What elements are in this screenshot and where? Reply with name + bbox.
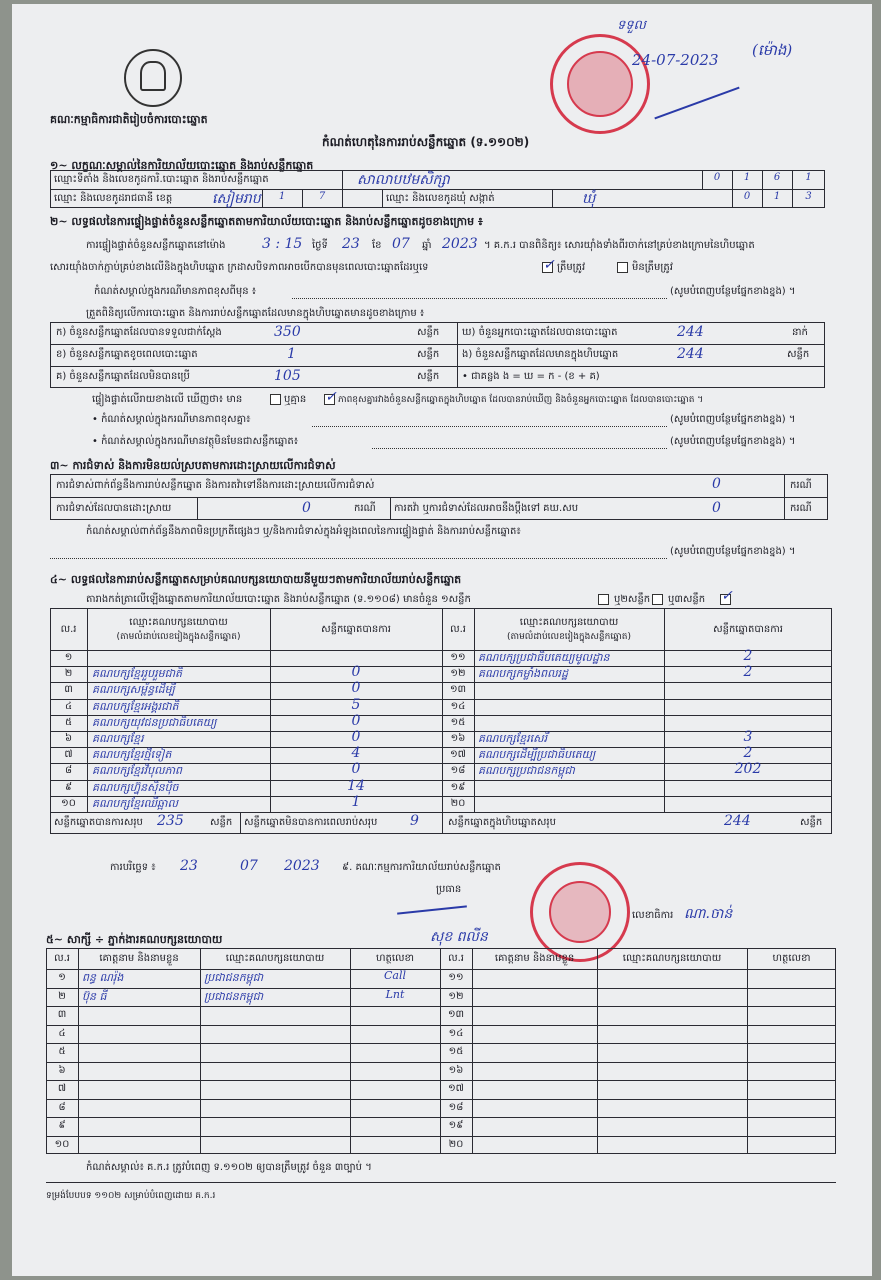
party-votes: 0 (351, 729, 361, 745)
done-day: 23 (180, 858, 198, 874)
row-number: ៤ (64, 700, 73, 712)
row-number: ១ (64, 652, 73, 663)
row-number: ១៨ (450, 765, 466, 777)
party-name: គណបក្សប្រជាជនកម្ពុជា (478, 764, 575, 778)
party-votes: 4 (351, 745, 361, 762)
count-b-value: 1 (287, 346, 296, 362)
objection-count: 0 (712, 476, 721, 492)
section2-title: ២~ លទ្ធផលនៃការផ្ទៀងផ្ទាត់ចំនួនសន្លឹកឆ្នោតតាមការិយាល័យបោះឆ្នោត និងរាប់សន្លឹកឆ្នោតដូចខាងក្រោម ៖ (50, 215, 483, 228)
col-sign-header: ហត្ថលេខា (772, 953, 811, 964)
witness-name: ប៊ុន ធី (82, 989, 107, 1003)
row-number: ៣ (57, 1009, 67, 1020)
fill-hint: (សូមបំពេញបន្ថែមផ្នែកខាងខ្នង) ។ (670, 286, 796, 297)
lock-text: សោរយ៉ាំងចាក់ភ្ជាប់គ្រប់ខាងលើនិងក្នុងហិបឆ្នោត ក្រដាសបិទភាពអាចបើកបានមុនពេលបោះឆ្នោតដែរឬទេ (50, 262, 429, 273)
done-month: 07 (240, 858, 258, 874)
row-number: ៦ (58, 1064, 66, 1076)
verify-time-label: ការផ្ទៀងផ្ទាត់ចំនួនសន្លឹកឆ្នោតនៅម៉ោង (86, 240, 226, 251)
count-b-label: ខ) ចំនួនសន្លឹកឆ្នោតខូចពេលបោះឆ្នោត (56, 349, 198, 360)
verify-day: 23 (342, 236, 360, 252)
row-number: ១១ (448, 972, 464, 983)
party-votes: 2 (743, 745, 753, 762)
province-name: សៀមរាប (212, 191, 261, 207)
party-name: គណបក្សខ្មែរ (92, 732, 144, 745)
secretary-name: ណា.ចាន់ (684, 906, 733, 922)
row-number: ១៦ (448, 1064, 464, 1076)
count-d-unit: នាក់ (792, 327, 808, 338)
row-number: ៨ (64, 765, 73, 777)
count-a-unit: សន្លឹក (417, 327, 440, 338)
verify-month: 07 (392, 236, 410, 252)
count-b-unit: សន្លឹក (417, 349, 440, 360)
section4-title: ៤~ លទ្ធផលនៃការរាប់សន្លឹកឆ្នោតសម្រាប់គណបក្សនយោបាយនីមួយៗតាមការិយាល័យរាប់សន្លឹកឆ្នោត (50, 573, 462, 586)
section3-title: ៣~ ការជំទាស់ និងការមិនយល់ស្របតាមការដោះស្រាយលើការជំទាស់ (50, 459, 336, 472)
verify-year: 2023 (442, 236, 478, 252)
complaint-label: ការតវ៉ា ឬការជំទាស់ដែលអាចនឹងប្តឹងទៅ គឃ.សប (394, 503, 579, 514)
count-c-unit: សន្លឹក (417, 371, 440, 382)
row-number: ១០ (61, 797, 76, 809)
seal-bad-label: មិនត្រឹមត្រូវ (632, 262, 673, 273)
resolved-label: ការជំទាស់ដែលបានដោះស្រាយ (56, 503, 172, 514)
province-label: ឈ្មោះ និងលេខកូដរាជធានី ខេត្ត (54, 193, 173, 204)
row-number: ១៧ (450, 749, 466, 761)
seal-bad-checkbox[interactable] (617, 262, 628, 273)
col-name-header: គោត្តនាម និងនាមខ្លួន (494, 953, 575, 964)
party-name: គណបក្សខ្មែរអង្គរជាតិ (92, 699, 179, 713)
commune-name: ឃុំ (582, 191, 596, 207)
row-number: ៦ (64, 733, 73, 744)
station-code-digit: 0 (713, 172, 721, 183)
formula: • ជាគន្លង ង = ឃ = ក - (ខ + គ) (462, 371, 600, 382)
party-name: គណបក្សសម្ព័ន្ធដើម្បី (92, 683, 175, 697)
received-date: 24-07-2023 (632, 51, 719, 69)
resolved-count: 0 (302, 500, 311, 516)
valid-total: 235 (157, 813, 184, 829)
count-d-label: ឃ) ចំនួនអ្នកបោះឆ្នោតដែលបានបោះឆ្នោត (462, 327, 618, 338)
commune-code-digit: 3 (805, 191, 812, 202)
day-label: ថ្ងៃទី (312, 240, 328, 251)
row-number: ១២ (450, 668, 466, 680)
col-party-header: ឈ្មោះគណបក្សនយោបាយ (225, 953, 325, 964)
party-name: គណបក្សដើម្បីប្រជាធិបតេយ្យ (478, 748, 596, 762)
footer-note: កំណត់សម្គាល់៖ គ.ក.រ ត្រូវបំពេញ ទ.១១០២ ឲ្យបានត្រឹមត្រូវ ចំនួន ៣ច្បាប់ ។ (86, 1162, 372, 1173)
party-name: គណបក្សហ្វ៊ុនស៊ិនប៉ិច (92, 780, 179, 794)
party-name: គណបក្សកម្លាំងពលរដ្ឋ (478, 667, 569, 681)
party-votes: 2 (743, 648, 753, 664)
witness-party: ប្រជាជនកម្ពុជា (204, 971, 264, 984)
party-votes: 0 (351, 761, 361, 778)
row-number: ២ (64, 668, 73, 680)
done-committee: ៩. គណៈកម្មការការិយាល័យរាប់សន្លឹកឆ្នោត (342, 862, 501, 873)
committee-seal (530, 862, 630, 962)
party-name: គណបក្សប្រជាធិបតេយ្យមូលដ្ឋាន (478, 651, 610, 664)
witness-party: ប្រជាជនកម្ពុជា (204, 989, 264, 1003)
chair-label: ប្រធាន (436, 884, 462, 895)
verify-text: ។ គ.ក.រ បានពិនិត្យ៖ សោរយ៉ាំងទាំងពីរចាក់នៅគ្រប់ខាងក្រោមនៃហិបឆ្នោត (484, 240, 755, 251)
pages-2-checkbox[interactable] (652, 594, 663, 605)
party-votes: 0 (351, 664, 361, 681)
bullet-diff-note: • កំណត់សម្គាល់ក្នុងករណីមានភាពខុសគ្នា៖ (92, 414, 251, 425)
row-number: ៨ (58, 1101, 66, 1113)
col-votes-header: សន្លឹកឆ្នោតបានការ (321, 624, 391, 635)
chair-name: សុខ ពលីន (430, 929, 488, 945)
commune-code-digit: 0 (743, 191, 751, 202)
col-sign-header: ហត្ថលេខា (375, 953, 415, 964)
checkmark-icon: ✓ (543, 257, 555, 273)
party-votes: 2 (743, 664, 753, 681)
unit-label: សន្លឹក (210, 817, 233, 828)
row-number: ១៣ (447, 1009, 465, 1020)
row-number: ១៤ (450, 700, 466, 712)
verify-rest: ភាពខុសគ្នារវាងចំនួនសន្លឹកឆ្នោតក្នុងហិបឆ្នោត ដែលបានរាប់ឃើញ និងចំនួនអ្នកបោះឆ្នោត ដែលបានបោះឆ្នោត ។ (338, 395, 704, 405)
difference-yes-checkbox[interactable] (270, 394, 281, 405)
col-party-subheader: (តាមលំដាប់លេខរៀងក្នុងសន្លឹកឆ្នោត) (507, 632, 631, 642)
count-a-value: 350 (274, 324, 301, 340)
row-number: ៩ (58, 1120, 66, 1131)
done-year: 2023 (284, 858, 320, 874)
box-total: 244 (724, 813, 751, 829)
row-number: ៤ (58, 1027, 66, 1039)
col-party-header: ឈ្មោះគណបក្សនយោបាយ (129, 617, 228, 628)
witness-signature: Lnt (385, 987, 405, 1001)
unit-label: ករណី (790, 503, 812, 514)
month-label: ខែ (372, 240, 382, 251)
party-name: គណបក្សខ្មែរសេរី (478, 732, 548, 745)
valid-total-label: សន្លឹកឆ្នោតបានការសរុប (54, 817, 143, 828)
count-e-label: ង) ចំនួនសន្លឹកឆ្នោតដែលមានក្នុងហិបឆ្នោត (462, 349, 619, 360)
province-code-digit: 7 (318, 191, 326, 202)
witness-name: ពន្ធ ណរ៉ុង (82, 971, 124, 984)
count-c-label: គ) ចំនួនសន្លឹកឆ្នោតដែលមិនបានប្រើ (56, 371, 190, 382)
station-name-label: ឈ្មោះទីតាំង និងលេខកូដការិ.បោះឆ្នោត និងរាប់សន្លឹកឆ្នោត (54, 174, 269, 185)
pages-line: តារាងកត់ត្រាលើឡើងឆ្នោតតាមការិយាល័យបោះឆ្នោត និងរាប់សន្លឹកឆ្នោត (ទ.១១០៨) មានចំនួន ១សន្លឹក (86, 594, 471, 605)
row-number: ៧ (64, 749, 73, 761)
party-name: គណបក្សយុវជនប្រជាធិបតេយ្យ (92, 715, 217, 729)
col-party-header: ឈ្មោះគណបក្សនយោបាយ (622, 953, 722, 964)
party-votes: 1 (351, 793, 361, 810)
row-number: ១១ (450, 652, 466, 663)
party-votes: 14 (347, 777, 365, 794)
row-number: ២ (58, 990, 66, 1002)
party-votes: 0 (351, 712, 361, 729)
pages-1-checkbox[interactable] (598, 594, 609, 605)
verify-time: 3 : 15 (262, 236, 303, 252)
verify-none-label: ឬគ្មាន (284, 394, 307, 405)
count-c-value: 105 (274, 368, 301, 384)
col-no-header: ល.រ (448, 953, 464, 964)
fill-hint: (សូមបំពេញបន្ថែមផ្នែកខាងខ្នង) ។ (670, 414, 796, 425)
col-no-header: ល.រ (60, 624, 77, 635)
pages-3-label: ឬ៣សន្លឹក (668, 594, 706, 605)
col-no-header: ល.រ (450, 624, 466, 635)
count-a-label: ក) ចំនួនសន្លឹកឆ្នោតដែលបានទទួលជាក់ស្តែង (56, 327, 222, 338)
invalid-total-label: សន្លឹកឆ្នោតមិនបានការពេលរាប់សរុប (244, 817, 378, 828)
row-number: ៧ (57, 1083, 67, 1094)
col-party-header: ឈ្មោះគណបក្សនយោបាយ (519, 617, 619, 628)
row-number: ១៣ (449, 684, 467, 696)
objection-label: ការជំទាស់ពាក់ព័ន្ធនឹងការរាប់សន្លឹកឆ្នោត និងការតវ៉ាទៅនឹងការដោះស្រាយលើការជំទាស់ (56, 480, 375, 491)
verify-line: ផ្ទៀងផ្ទាត់លើរាយខាងលើ ឃើញថា៖ មាន (92, 394, 243, 405)
committee-name: គណៈកម្មាធិការជាតិរៀបចំការបោះឆ្នោត (50, 113, 208, 126)
station-code-digit: 6 (773, 172, 781, 183)
row-number: ១៥ (448, 1046, 464, 1057)
row-number: ១៩ (448, 1120, 464, 1131)
count-d-value: 244 (677, 324, 704, 340)
row-number: ១៧ (448, 1083, 464, 1094)
station-code-digit: 1 (805, 172, 812, 183)
row-number: ១៥ (450, 716, 466, 728)
party-name: គណបក្សខ្មែររួបរួមជាតិ (92, 667, 183, 681)
checkmark-icon: ✓ (721, 588, 733, 604)
form-sheet (12, 4, 872, 1276)
row-number: ១០ (54, 1138, 70, 1150)
row-number: ៣ (64, 684, 73, 696)
bullet-object-note: • កំណត់សម្គាល់ក្នុងករណីមានវត្ថុមិនមែនជាសន្លឹកឆ្នោត៖ (92, 436, 299, 447)
unit-label: ករណី (790, 480, 812, 491)
committee-emblem (124, 49, 182, 107)
year-label: ឆ្នាំ (422, 240, 432, 251)
count-e-value: 244 (677, 346, 704, 362)
row-number: ៩ (64, 781, 73, 793)
party-votes: 5 (351, 696, 361, 713)
form-title: កំណត់ហេតុនៃការរាប់សន្លឹកឆ្នោត (ទ.១១០២) (322, 135, 530, 149)
commune-code-digit: 1 (773, 191, 781, 202)
row-number: ១៦ (450, 733, 466, 744)
unit-label: សន្លឹក (800, 817, 823, 828)
fill-hint: (សូមបំពេញបន្ថែមផ្នែកខាងខ្នង) ។ (670, 546, 796, 557)
seal-ok-label: ត្រឹមត្រូវ (557, 262, 586, 273)
form-reference: ទម្រង់បែបបទ ១១០២ សម្រាប់បំពេញដោយ គ.ក.រ (46, 1191, 216, 1201)
check-label: ត្រួតពិនិត្យលើការបោះឆ្នោត និងការរាប់សន្លឹកឆ្នោតដែលមានក្នុងហិបឆ្នោតមានដូចខាងក្រោម ៖ (86, 308, 425, 319)
checkmark-icon: ✓ (325, 389, 337, 405)
unit-label: ករណី (354, 503, 376, 514)
done-date-label: ការបរិច្ឆេទ ៖ (110, 862, 156, 873)
handwritten-signature (654, 87, 739, 120)
row-number: ៥ (58, 1046, 66, 1057)
party-name: គណបក្សខ្មែរថ្មីទៀត (92, 748, 172, 762)
row-number: ២០ (448, 1138, 464, 1150)
party-votes: 0 (351, 680, 361, 697)
station-code-digit: 1 (743, 172, 751, 183)
box-total-label: សន្លឹកឆ្នោតក្នុងហិបឆ្នោតសរុប (448, 817, 556, 828)
received-time: (ម៉ោង) (752, 41, 793, 59)
received-note: ទទួល (617, 18, 646, 33)
station-name-value: សាលាបឋមសិក្សា (357, 172, 450, 188)
section5-title: ៥~ សាក្សី ÷ ភ្នាក់ងារគណបក្សនយោបាយ (46, 933, 223, 946)
col-name-header: គោត្តនាម និងនាមខ្លួន (99, 953, 179, 964)
party-name: គណបក្សខ្មែរវិបុលភាព (92, 764, 183, 778)
row-number: ១៨ (448, 1101, 464, 1113)
diff-note-label: កំណត់សម្គាល់ក្នុងករណីមានភាពខុសពីមុន ៖ (94, 286, 257, 297)
witness-signature: Call (383, 969, 406, 982)
row-number: ១២ (448, 990, 464, 1002)
commune-label: ឈ្មោះ និងលេខកូដឃុំ សង្កាត់ (386, 193, 495, 204)
count-e-unit: សន្លឹក (787, 349, 810, 360)
party-votes: 202 (734, 761, 762, 778)
row-number: ១៩ (450, 781, 466, 793)
row-number: ២០ (450, 797, 466, 809)
party-name: គណបក្សខ្មែរឈឺឆ្អាល (92, 796, 178, 810)
col-party-subheader: (តាមលំដាប់លេខរៀងក្នុងសន្លឹកឆ្នោត) (116, 632, 241, 642)
chair-signature (397, 905, 467, 914)
fill-hint: (សូមបំពេញបន្ថែមផ្នែកខាងខ្នង) ។ (670, 436, 796, 447)
complaint-count: 0 (712, 500, 721, 516)
official-seal (550, 34, 650, 134)
party-votes: 3 (743, 729, 753, 745)
section1-title: ១~ លក្ខណៈសម្គាល់នៃការិយាល័យបោះឆ្នោត និងរាប់សន្លឹកឆ្នោត (50, 159, 314, 172)
col-votes-header: សន្លឹកឆ្នោតបានការ (713, 624, 783, 635)
secretary-label: លេខាធិការ (632, 910, 674, 921)
row-number: ៥ (64, 716, 73, 728)
col-no-header: ល.រ (54, 953, 70, 964)
row-number: ១ (58, 972, 66, 983)
row-number: ១៤ (448, 1027, 464, 1039)
objection-note: កំណត់សម្គាល់ពាក់ព័ន្ធនឹងភាពមិនប្រក្រតីផ្សេងៗ ឬ/និងការជំទាស់ក្នុងអំឡុងពេលនៃការផ្ទៀងផ្ទាត់ និងការរាប់សន្លឹកឆ្នោត៖ (86, 526, 521, 537)
province-code-digit: 1 (278, 191, 286, 202)
invalid-total: 9 (410, 813, 419, 829)
pages-2-label: ឬ២សន្លឹក (614, 594, 651, 605)
